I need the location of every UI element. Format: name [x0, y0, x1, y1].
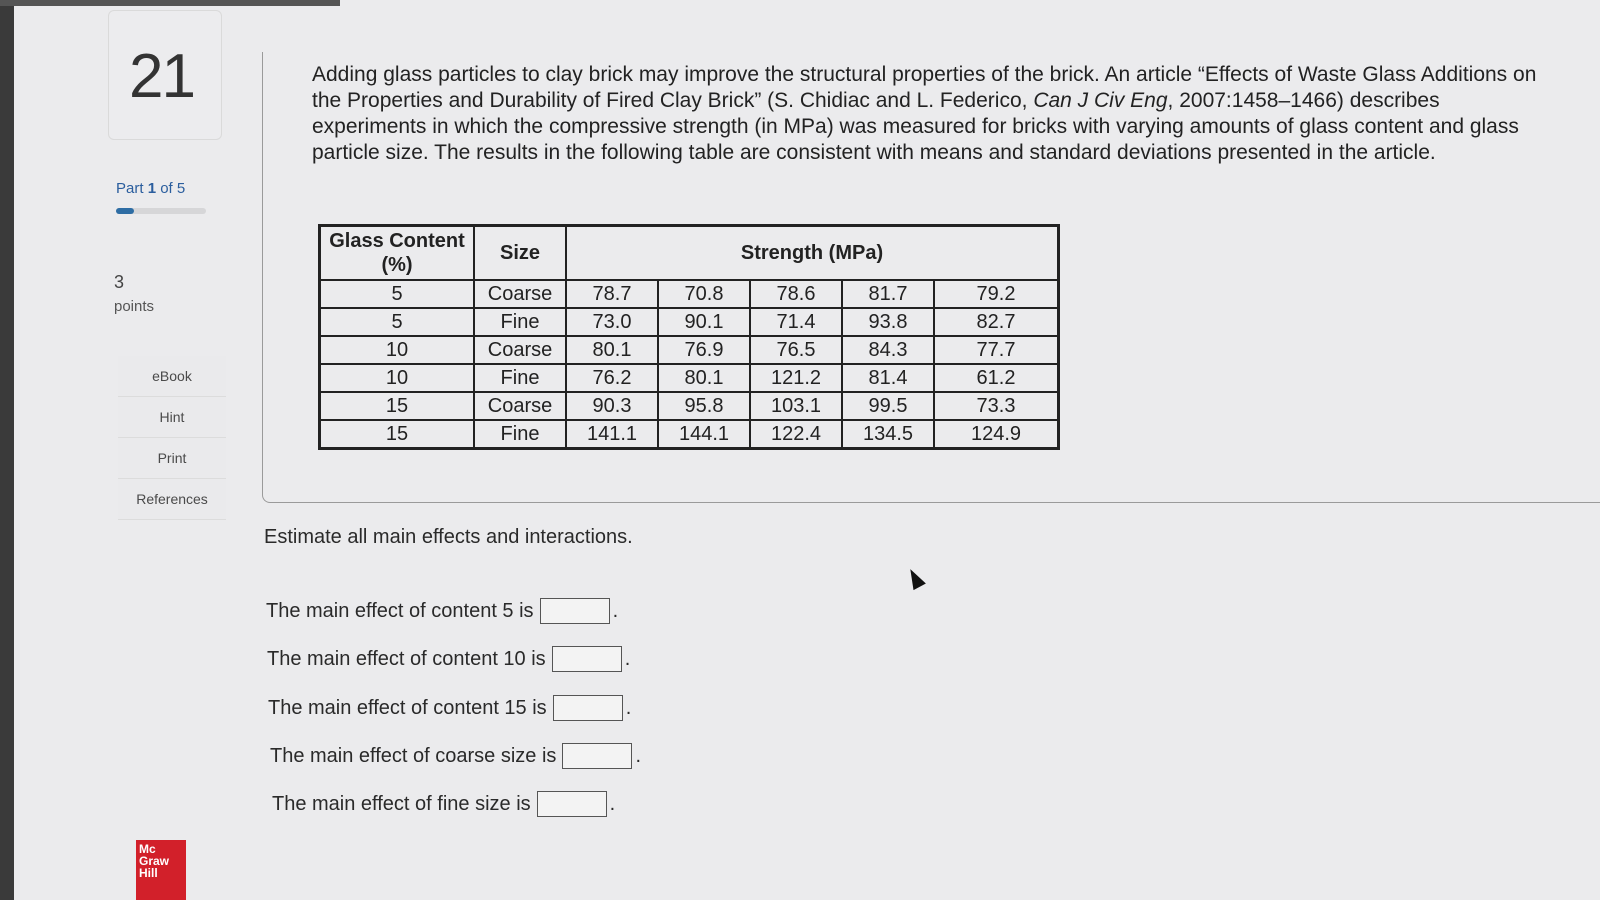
question-row: The main effect of content 15 is .: [268, 695, 631, 721]
references-button[interactable]: References: [118, 479, 226, 520]
logo-line-2: Graw: [139, 854, 170, 868]
header-strength: Strength (MPa): [566, 226, 1059, 281]
cell-strength: 76.2: [566, 364, 658, 392]
question-row: The main effect of content 5 is .: [266, 598, 618, 624]
stem-text-after: , 2007:1458–1466) describes experiments in which the compressive strength (in MPa) was measured for bricks with varying amounts of glass content and glass particle size. The results in the following table are consistent with means and standard deviations presented in the article.: [312, 89, 1519, 164]
cell-strength: 80.1: [566, 336, 658, 364]
cell-strength: 73.3: [934, 392, 1059, 420]
question-number: 21: [129, 42, 194, 111]
cell-strength: 82.7: [934, 308, 1059, 336]
stem-journal: Can J Civ Eng: [1033, 89, 1168, 112]
cell-strength: 90.1: [658, 308, 750, 336]
question-row: The main effect of coarse size is .: [270, 743, 641, 769]
part-progress-fill: [116, 208, 134, 214]
cell-strength: 76.5: [750, 336, 842, 364]
answer-input-coarse-size[interactable]: [562, 743, 632, 769]
points-label: points: [114, 298, 155, 315]
cell-strength: 121.2: [750, 364, 842, 392]
cell-strength: 71.4: [750, 308, 842, 336]
strength-table: [318, 224, 1060, 450]
print-button[interactable]: Print: [118, 438, 226, 479]
question-label: The main effect of content 5 is: [266, 599, 534, 622]
question-row: The main effect of fine size is .: [272, 791, 615, 817]
cell-glass-content: 5: [320, 308, 475, 336]
cell-strength: 70.8: [658, 280, 750, 308]
cell-strength: 84.3: [842, 336, 934, 364]
table-row: [320, 392, 1059, 420]
cell-size: Coarse: [474, 280, 566, 308]
instruction-text: Estimate all main effects and interactions.: [264, 526, 633, 548]
part-prefix: Part: [116, 180, 144, 197]
cell-strength: 81.4: [842, 364, 934, 392]
header-glass-content: Glass Content (%): [320, 226, 475, 281]
mouse-cursor-icon: [904, 566, 926, 590]
ebook-button[interactable]: eBook: [118, 356, 226, 397]
tool-list: [118, 356, 226, 520]
table-row: [320, 364, 1059, 392]
cell-size: Fine: [474, 308, 566, 336]
cell-strength: 78.6: [750, 280, 842, 308]
cell-glass-content: 10: [320, 364, 475, 392]
points-value: 3: [114, 272, 125, 292]
part-progress-bar: [116, 208, 206, 214]
cell-size: Coarse: [474, 392, 566, 420]
cell-strength: 144.1: [658, 420, 750, 449]
question-label: The main effect of content 15 is: [268, 696, 547, 719]
part-of: of 5: [160, 180, 186, 197]
answer-input-content-5[interactable]: [540, 598, 610, 624]
cell-strength: 93.8: [842, 308, 934, 336]
cell-size: Fine: [474, 420, 566, 449]
cell-strength: 79.2: [934, 280, 1059, 308]
mcgraw-hill-logo: [136, 840, 186, 900]
logo-line-3: Hill: [139, 866, 158, 880]
cell-strength: 81.7: [842, 280, 934, 308]
answer-input-content-10[interactable]: [552, 646, 622, 672]
cell-size: Coarse: [474, 336, 566, 364]
cell-strength: 95.8: [658, 392, 750, 420]
logo-line-1: Mc: [139, 842, 156, 856]
header-size: Size: [474, 226, 566, 281]
question-number-box: [108, 10, 222, 140]
cell-strength: 61.2: [934, 364, 1059, 392]
cell-strength: 76.9: [658, 336, 750, 364]
cell-glass-content: 10: [320, 336, 475, 364]
question-label: The main effect of content 10 is: [267, 647, 546, 670]
cell-strength: 124.9: [934, 420, 1059, 449]
part-current: 1: [147, 180, 157, 197]
cell-strength: 80.1: [658, 364, 750, 392]
answer-input-fine-size[interactable]: [537, 791, 607, 817]
question-label: The main effect of coarse size is: [270, 744, 557, 767]
cell-strength: 134.5: [842, 420, 934, 449]
screen-edge: [0, 0, 14, 900]
cell-strength: 90.3: [566, 392, 658, 420]
table-row: [320, 336, 1059, 364]
cell-strength: 99.5: [842, 392, 934, 420]
hint-button[interactable]: Hint: [118, 397, 226, 438]
cell-strength: 73.0: [566, 308, 658, 336]
table-row: [320, 420, 1059, 449]
question-row: The main effect of content 10 is .: [267, 646, 630, 672]
question-stem: [312, 62, 1552, 166]
screen-top-edge: [0, 0, 340, 6]
cell-strength: 78.7: [566, 280, 658, 308]
cell-strength: 141.1: [566, 420, 658, 449]
table-row: [320, 280, 1059, 308]
part-indicator: [116, 180, 185, 197]
stem-text-before: Adding glass particles to clay brick may improve the structural properties of the brick. An article “Effects of Waste Glass Additions on the Properties and Durability of Fired Clay Brick” (S. Chidiac and L. Federico,: [312, 63, 1537, 112]
cell-glass-content: 15: [320, 420, 475, 449]
cell-strength: 77.7: [934, 336, 1059, 364]
table-header-row: [320, 226, 1059, 281]
answer-input-content-15[interactable]: [553, 695, 623, 721]
cell-strength: 103.1: [750, 392, 842, 420]
cell-strength: 122.4: [750, 420, 842, 449]
table-row: [320, 308, 1059, 336]
cell-glass-content: 5: [320, 280, 475, 308]
question-label: The main effect of fine size is: [272, 792, 531, 815]
cell-size: Fine: [474, 364, 566, 392]
cell-glass-content: 15: [320, 392, 475, 420]
